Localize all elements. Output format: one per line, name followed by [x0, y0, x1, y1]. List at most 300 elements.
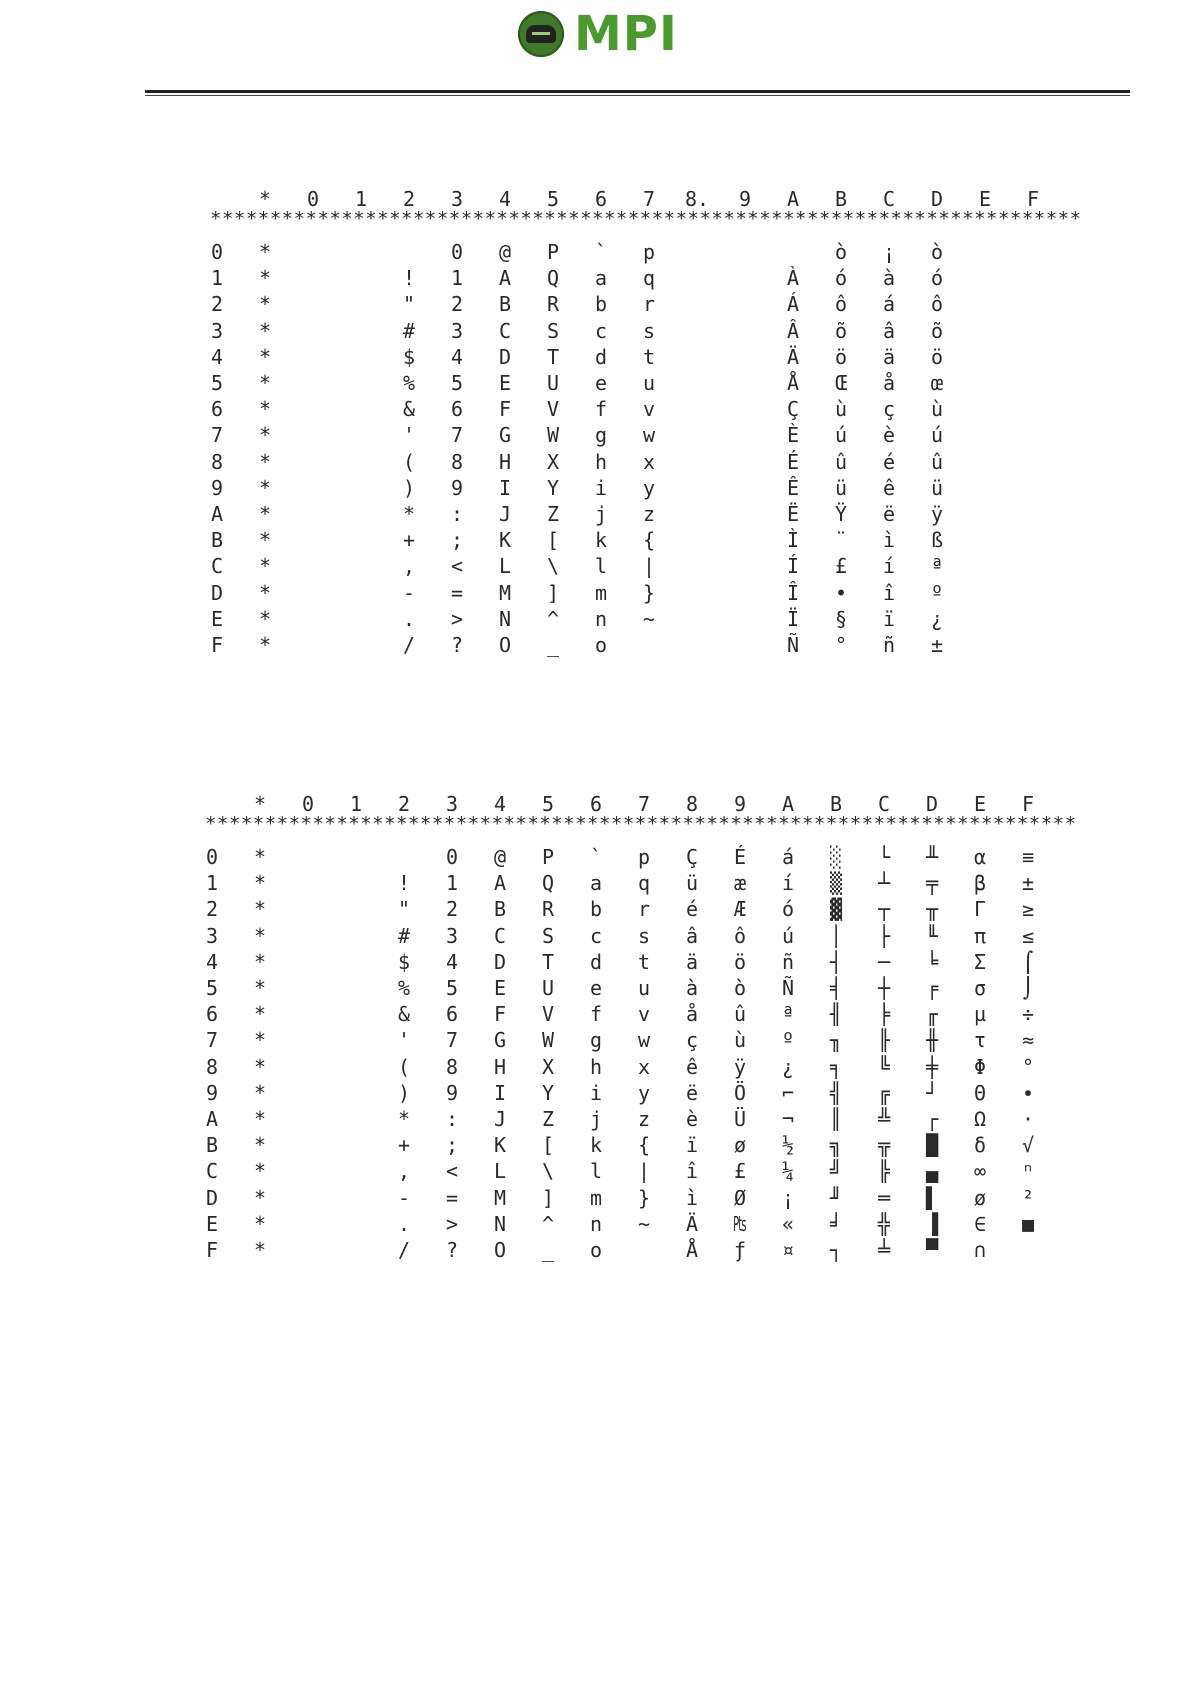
table-cell: b [594, 292, 608, 317]
table-cell: ù [930, 397, 944, 422]
table-cell: å [685, 1002, 699, 1027]
table-cell: ░ [829, 845, 843, 869]
table-cell: > [450, 606, 464, 631]
header-cell: 0 [301, 792, 315, 816]
table-cell: @ [498, 240, 512, 264]
table-cell: | [637, 1159, 651, 1184]
table-cell: T [546, 344, 560, 369]
row-label: 4 [210, 344, 224, 369]
table-cell: D [493, 949, 507, 974]
table-cell: ] [546, 580, 560, 605]
table-cell: F [498, 397, 512, 422]
table-cell: * [258, 475, 272, 500]
table-cell: g [594, 423, 608, 448]
table-cell: È [786, 423, 800, 448]
table-cell: c [594, 318, 608, 343]
table-cell: ┤ [829, 949, 843, 974]
table-cell: 8 [445, 1054, 459, 1079]
row-label: 0 [205, 845, 219, 869]
table-cell: û [733, 1002, 747, 1027]
table-cell: d [589, 949, 603, 974]
row-label: 7 [210, 423, 224, 448]
row-label: 4 [205, 949, 219, 974]
table-cell: 7 [450, 423, 464, 448]
table-cell: ╡ [829, 976, 843, 1000]
table-cell: \ [546, 554, 560, 579]
header-cell: 9 [738, 187, 752, 211]
header-cell: F [1026, 187, 1040, 211]
table-cell: j [589, 1107, 603, 1131]
table-cell: - [397, 1185, 411, 1210]
table-cell: a [589, 871, 603, 896]
table-cell: * [258, 266, 272, 291]
table-cell: ë [685, 1080, 699, 1105]
table-cell: │ [829, 923, 843, 948]
header-cell: 5 [546, 187, 560, 211]
table-cell: ¡ [882, 240, 896, 264]
table-cell: â [685, 923, 699, 948]
table-cell: Ì [786, 528, 800, 553]
table-cell: 5 [445, 976, 459, 1000]
table-cell: ₧ [733, 1211, 747, 1236]
table-cell: K [498, 528, 512, 553]
row-label: 7 [205, 1028, 219, 1053]
table-cell: ╕ [829, 1054, 843, 1079]
table-cell: ç [882, 397, 896, 422]
table-cell: ├ [877, 923, 891, 948]
table-cell: ë [882, 502, 896, 526]
table-cell: U [546, 371, 560, 395]
header-cell: 2 [397, 792, 411, 816]
row-label: 8 [210, 449, 224, 474]
row-label: 3 [205, 923, 219, 948]
table-cell: ¼ [781, 1159, 795, 1184]
table-cell: * [253, 1159, 267, 1184]
table-cell: ô [733, 923, 747, 948]
table-cell: τ [973, 1028, 987, 1053]
table-cell: * [397, 1107, 411, 1131]
table-cell: Å [786, 371, 800, 395]
table-cell: Γ [973, 897, 987, 922]
table-cell: ╞ [877, 1002, 891, 1027]
table-cell: Z [546, 502, 560, 526]
table-cell: ╛ [829, 1211, 843, 1236]
table-cell: ô [834, 292, 848, 317]
table-cell: ; [445, 1133, 459, 1158]
table-cell: ø [733, 1133, 747, 1158]
table-cell: ì [882, 528, 896, 553]
table-cell: ù [733, 1028, 747, 1053]
table-cell: ± [1021, 871, 1035, 896]
table-cell: ┼ [877, 976, 891, 1000]
table-cell: ~ [637, 1211, 651, 1236]
table-cell: + [402, 528, 416, 553]
row-label: B [210, 528, 224, 553]
table-cell: 9 [450, 475, 464, 500]
table-cell: ╓ [925, 1002, 939, 1027]
table-cell: ╝ [829, 1159, 843, 1184]
table-cell: % [397, 976, 411, 1000]
table-cell: 1 [450, 266, 464, 291]
row-label: 2 [205, 897, 219, 922]
table-cell: é [882, 449, 896, 474]
table-cell: * [253, 1054, 267, 1079]
table-cell: ó [834, 266, 848, 291]
table-cell: B [493, 897, 507, 922]
table-cell: * [402, 502, 416, 526]
table-cell: É [733, 845, 747, 869]
table-cell: * [258, 633, 272, 657]
header-cell: 4 [498, 187, 512, 211]
table-cell: Q [541, 871, 555, 896]
table-cell: * [253, 1002, 267, 1027]
table-cell: Í [786, 554, 800, 579]
table-cell: z [642, 502, 656, 526]
table-cell: _ [541, 1238, 555, 1262]
table-cell: ü [834, 475, 848, 500]
table-cell: l [589, 1159, 603, 1184]
table-cell: G [498, 423, 512, 448]
header-cell: 7 [637, 792, 651, 816]
table-cell: ° [1021, 1054, 1035, 1079]
table-cell: * [258, 554, 272, 579]
header-cell: 8. [684, 187, 710, 211]
table-cell: É [786, 449, 800, 474]
table-cell: z [637, 1107, 651, 1131]
table-cell: ║ [829, 1107, 843, 1131]
table-cell: * [253, 871, 267, 896]
table-cell: P [546, 240, 560, 264]
header-cell: 6 [594, 187, 608, 211]
table-cell: õ [834, 318, 848, 343]
row-label: E [205, 1211, 219, 1236]
table-cell: A [493, 871, 507, 896]
table-cell: % [402, 371, 416, 395]
table-cell: ' [397, 1028, 411, 1053]
table-cell: g [589, 1028, 603, 1053]
table-cell: * [253, 923, 267, 948]
table-cell: u [642, 371, 656, 395]
table-cell: ò [930, 240, 944, 264]
table-cell: ï [882, 606, 896, 631]
table-cell: ∙ [1021, 1080, 1035, 1105]
table-cell: £ [834, 554, 848, 579]
logo-text: MPI [574, 6, 678, 62]
table-cell: ) [397, 1080, 411, 1105]
table-cell: X [546, 449, 560, 474]
table-cell: ∞ [973, 1159, 987, 1184]
table-cell: m [589, 1185, 603, 1210]
header-cell: 3 [450, 187, 464, 211]
table-cell: û [930, 449, 944, 474]
table-cell: * [253, 1028, 267, 1053]
table-cell: K [493, 1133, 507, 1158]
table-cell: . [397, 1211, 411, 1236]
table-cell: * [258, 502, 272, 526]
table-cell: * [253, 1185, 267, 1210]
table-cell: √ [1021, 1133, 1035, 1158]
table-cell: ² [1021, 1185, 1035, 1210]
table-cell: S [541, 923, 555, 948]
table-cell: ¡ [781, 1185, 795, 1210]
table-cell: ▌ [925, 1185, 939, 1210]
row-label: A [205, 1107, 219, 1131]
table-cell: 6 [450, 397, 464, 422]
table-cell: w [642, 423, 656, 448]
table-cell: e [589, 976, 603, 1000]
table-cell: Ç [786, 397, 800, 422]
table-cell: Ö [733, 1080, 747, 1105]
table-cell: Q [546, 266, 560, 291]
table-cell: * [253, 1080, 267, 1105]
table-cell: V [541, 1002, 555, 1027]
table-cell: ü [685, 871, 699, 896]
table-cell: ╔ [877, 1080, 891, 1105]
table-cell: ß [930, 528, 944, 553]
table-cell: Z [541, 1107, 555, 1131]
table-cell: ª [930, 554, 944, 579]
header-cell: 3 [445, 792, 459, 816]
table-cell: 5 [450, 371, 464, 395]
row-label: 5 [205, 976, 219, 1000]
table-cell: Ñ [786, 633, 800, 657]
table-cell: ╚ [877, 1054, 891, 1079]
mpi-logo [518, 6, 678, 62]
table-cell: ä [685, 949, 699, 974]
table-cell: " [397, 897, 411, 922]
table-cell: * [258, 580, 272, 605]
table-cell: ╘ [925, 949, 939, 974]
header-cell: * [253, 792, 267, 816]
table-cell: δ [973, 1133, 987, 1158]
header-cell: 7 [642, 187, 656, 211]
row-label: 1 [205, 871, 219, 896]
table-cell: ] [541, 1185, 555, 1210]
table-cell: C [493, 923, 507, 948]
table-cell: á [882, 292, 896, 317]
table-cell: ~ [642, 606, 656, 631]
table-cell: L [493, 1159, 507, 1184]
header-rule [145, 90, 1130, 93]
header-cell: C [882, 187, 896, 211]
table-cell: À [786, 266, 800, 291]
table-cell: 1 [445, 871, 459, 896]
table-cell: * [253, 1107, 267, 1131]
table-cell: ñ [882, 633, 896, 657]
table-cell: ÿ [733, 1054, 747, 1079]
header-cell: C [877, 792, 891, 816]
table-cell: $ [397, 949, 411, 974]
header-cell: D [925, 792, 939, 816]
table-cell: D [498, 344, 512, 369]
header-cell: A [786, 187, 800, 211]
table-cell: ╠ [877, 1159, 891, 1184]
table-cell: E [498, 371, 512, 395]
header-cell: A [781, 792, 795, 816]
table-cell: x [637, 1054, 651, 1079]
table-cell: Ë [786, 502, 800, 526]
table-cell: B [498, 292, 512, 317]
table-cell: y [642, 475, 656, 500]
row-label: A [210, 502, 224, 526]
table-cell: ô [930, 292, 944, 317]
table-cell: * [253, 949, 267, 974]
table-cell: β [973, 871, 987, 896]
header-cell: 9 [733, 792, 747, 816]
table-cell: 2 [450, 292, 464, 317]
table-cell: Y [546, 475, 560, 500]
table-cell: ñ [781, 949, 795, 974]
header-cell: D [930, 187, 944, 211]
table-cell: ▄ [925, 1159, 939, 1184]
table-cell: ¤ [781, 1238, 795, 1262]
table-cell: p [642, 240, 656, 264]
table-cell: q [637, 871, 651, 896]
table-cell: œ [930, 371, 944, 395]
header-cell: B [834, 187, 848, 211]
table-cell: « [781, 1211, 795, 1236]
table-cell: r [642, 292, 656, 317]
table-cell: 9 [445, 1080, 459, 1105]
table-cell: * [258, 371, 272, 395]
table-cell: ¬ [781, 1107, 795, 1131]
table-cell: Ï [786, 606, 800, 631]
table-cell: o [589, 1238, 603, 1262]
row-label: C [210, 554, 224, 579]
table-cell: ì [685, 1185, 699, 1210]
table-cell: ! [397, 871, 411, 896]
table-cell: u [637, 976, 651, 1000]
table-cell: ê [685, 1054, 699, 1079]
table-cell: A [498, 266, 512, 291]
table-cell: í [882, 554, 896, 579]
table-cell: Œ [834, 371, 848, 395]
header-cell: F [1021, 792, 1035, 816]
table-cell: ) [402, 475, 416, 500]
table-cell: # [397, 923, 411, 948]
table-cell: = [450, 580, 464, 605]
table-cell: M [493, 1185, 507, 1210]
table-cell: è [685, 1107, 699, 1131]
table-cell: @ [493, 845, 507, 869]
table-cell: * [258, 292, 272, 317]
table-cell: Î [786, 580, 800, 605]
table-cell: L [498, 554, 512, 579]
table-cell: s [642, 318, 656, 343]
table-cell: J [493, 1107, 507, 1131]
table-cell: h [594, 449, 608, 474]
table-cell: P [541, 845, 555, 869]
table-cell: ╟ [877, 1028, 891, 1053]
table-cell: I [498, 475, 512, 500]
table-cell: 4 [445, 949, 459, 974]
table-cell: n [589, 1211, 603, 1236]
table-cell: õ [930, 318, 944, 343]
table-cell: 4 [450, 344, 464, 369]
table-cell: T [541, 949, 555, 974]
table-cell: h [589, 1054, 603, 1079]
table-cell: ½ [781, 1133, 795, 1158]
table-cell: & [397, 1002, 411, 1027]
table-cell: ≈ [1021, 1028, 1035, 1053]
table-cell: ⌠ [1021, 949, 1035, 974]
table-cell: ú [781, 923, 795, 948]
table-cell: º [930, 580, 944, 605]
row-label: F [205, 1238, 219, 1262]
table-cell: α [973, 845, 987, 869]
table-cell: N [498, 606, 512, 631]
table-cell: / [402, 633, 416, 657]
table-cell: S [546, 318, 560, 343]
table-cell: k [594, 528, 608, 553]
table-cell: Ÿ [834, 502, 848, 526]
table-cell: f [589, 1002, 603, 1027]
table-cell: H [498, 449, 512, 474]
table-cell: ò [834, 240, 848, 264]
table-cell: ⁿ [1021, 1159, 1035, 1184]
table-cell: ≥ [1021, 897, 1035, 922]
table-cell: } [642, 580, 656, 605]
row-label: D [205, 1185, 219, 1210]
table-cell: σ [973, 976, 987, 1000]
table-cell: ╬ [877, 1211, 891, 1236]
table-cell: ò [733, 976, 747, 1000]
table-cell: ! [402, 266, 416, 291]
table-cell: p [637, 845, 651, 869]
table-cell: s [637, 923, 651, 948]
table-cell: ü [930, 475, 944, 500]
row-label: 5 [210, 371, 224, 395]
table-cell: ƒ [733, 1238, 747, 1262]
table-cell: í [781, 871, 795, 896]
table-cell: * [258, 449, 272, 474]
table-cell: b [589, 897, 603, 922]
table-cell: m [594, 580, 608, 605]
table-cell: ╙ [925, 923, 939, 948]
table-cell: Ç [685, 845, 699, 869]
table-cell: R [546, 292, 560, 317]
table-cell: , [397, 1159, 411, 1184]
table-cell: > [445, 1211, 459, 1236]
table-cell: q [642, 266, 656, 291]
table-cell: 0 [445, 845, 459, 869]
table-cell: Σ [973, 949, 987, 974]
table-cell: a [594, 266, 608, 291]
table-cell: J [498, 502, 512, 526]
row-label: 9 [210, 475, 224, 500]
table-cell: / [397, 1238, 411, 1262]
row-label: F [210, 633, 224, 657]
table-cell: " [402, 292, 416, 317]
table-cell: * [253, 897, 267, 922]
table-cell: j [594, 502, 608, 526]
table-cell: : [445, 1107, 459, 1131]
table-cell: Ñ [781, 976, 795, 1000]
table-cell: _ [546, 633, 560, 657]
table-cell: C [498, 318, 512, 343]
table-cell: ä [882, 344, 896, 369]
header-cell: 8 [685, 792, 699, 816]
table-cell: e [594, 371, 608, 395]
table-cell: M [498, 580, 512, 605]
table-cell: { [637, 1133, 651, 1158]
row-label: B [205, 1133, 219, 1158]
table-cell: ÷ [1021, 1002, 1035, 1027]
table-cell: U [541, 976, 555, 1000]
table-cell: * [258, 606, 272, 631]
table-cell: , [402, 554, 416, 579]
table-cell: + [397, 1133, 411, 1158]
